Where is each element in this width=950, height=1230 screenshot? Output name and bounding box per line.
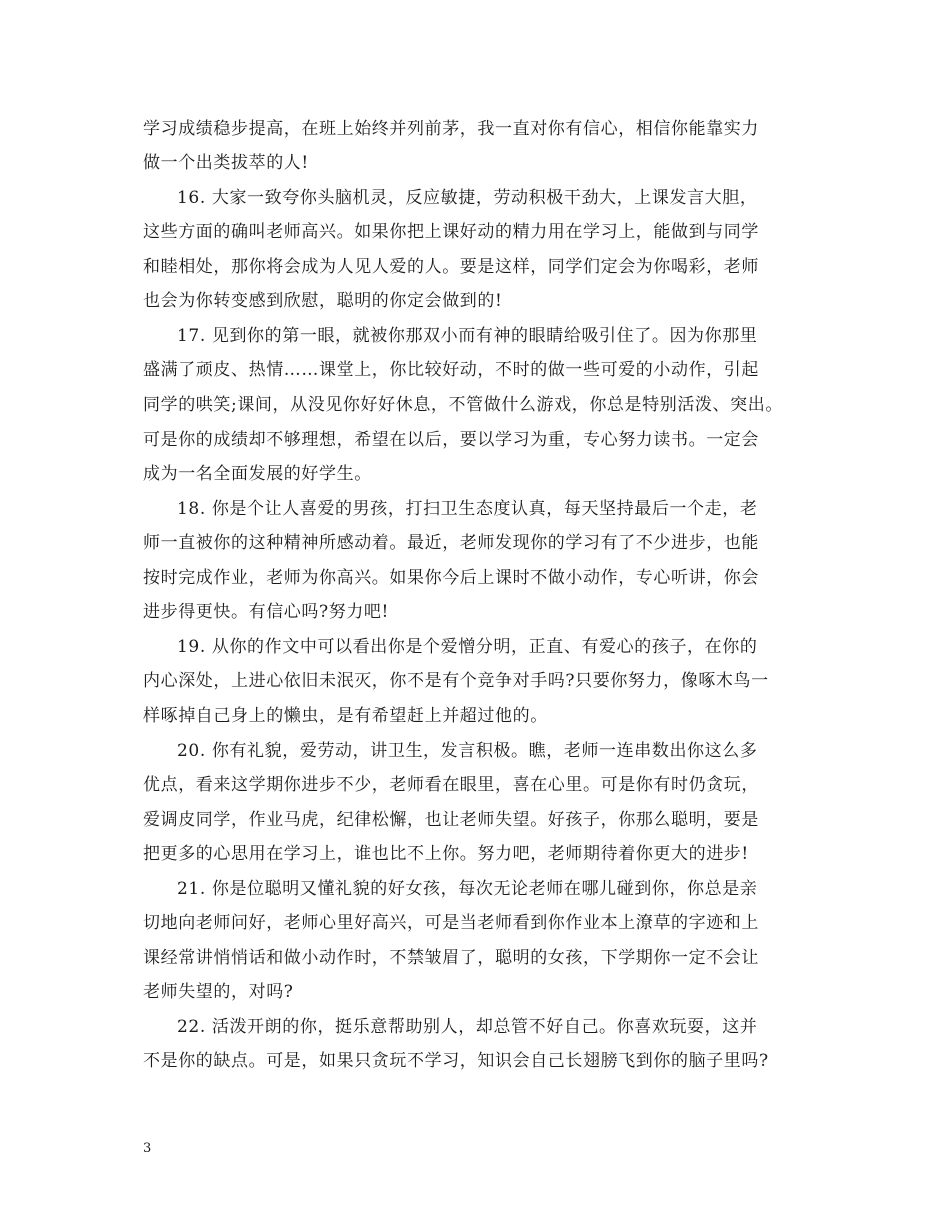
text-line: 把更多的心思用在学习上，谁也比不上你。努力吧，老师期待着你更大的进步! <box>143 844 749 864</box>
paragraph-start-line: 16. 大家一致夸你头脑机灵，反应敏捷，劳动积极干劲大，上课发言大胆， <box>177 188 758 208</box>
text-line: 成为一名全面发展的好学生。 <box>143 464 372 484</box>
text-line: 进步得更快。有信心吗?努力吧! <box>143 602 389 622</box>
paragraph-start-line: 18. 你是个让人喜爱的男孩，打扫卫生态度认真，每天坚持最后一个走，老 <box>177 499 758 519</box>
paragraph-start-line: 20. 你有礼貌，爱劳动，讲卫生，发言积极。瞧，老师一连串数出你这么多 <box>177 741 758 761</box>
paragraph-start-line: 21. 你是位聪明又懂礼貌的好女孩，每次无论老师在哪儿碰到你，你总是亲 <box>177 879 758 899</box>
text-line: 和睦相处，那你将会成为人见人爱的人。要是这样，同学们定会为你喝彩，老师 <box>143 257 759 277</box>
text-line: 学习成绩稳步提高，在班上始终并列前茅，我一直对你有信心，相信你能靠实力 <box>143 119 759 139</box>
text-line: 可是你的成绩却不够理想，希望在以后，要以学习为重，专心努力读书。一定会 <box>143 430 759 450</box>
text-line: 样啄掉自己身上的懒虫，是有希望赶上并超过他的。 <box>143 706 548 726</box>
text-line: 切地向老师问好，老师心里好高兴，可是当老师看到你作业本上潦草的字迹和上 <box>143 913 759 933</box>
page-number: 3 <box>143 1141 152 1156</box>
text-line: 师一直被你的这种精神所感动着。最近，老师发现你的学习有了不少进步，也能 <box>143 533 759 553</box>
text-line: 内心深处，上进心依旧未泯灭，你不是有个竞争对手吗?只要你努力，像啄木鸟一 <box>143 671 769 691</box>
text-line: 做一个出类拔萃的人! <box>143 153 309 173</box>
paragraph-start-line: 22. 活泼开朗的你，挺乐意帮助别人，却总管不好自己。你喜欢玩耍，这并 <box>177 1017 758 1037</box>
text-line: 不是你的缺点。可是，如果只贪玩不学习，知识会自己长翅膀飞到你的脑子里吗? <box>143 1051 769 1071</box>
paragraph-start-line: 19. 从你的作文中可以看出你是个爱憎分明，正直、有爱心的孩子，在你的 <box>177 637 758 657</box>
text-line: 盛满了顽皮、热情……课堂上，你比较好动，不时的做一些可爱的小动作，引起 <box>143 360 759 380</box>
text-line: 也会为你转变感到欣慰，聪明的你定会做到的! <box>143 291 503 311</box>
text-line: 同学的哄笑;课间，从没见你好好休息，不管做什么游戏，你总是特别活泼、突出。 <box>143 395 783 415</box>
text-line: 老师失望的，对吗? <box>143 982 294 1002</box>
text-line: 课经常讲悄悄话和做小动作时，不禁皱眉了，聪明的女孩，下学期你一定不会让 <box>143 948 759 968</box>
text-line: 爱调皮同学，作业马虎，纪律松懈，也让老师失望。好孩子，你那么聪明，要是 <box>143 810 759 830</box>
text-line: 这些方面的确叫老师高兴。如果你把上课好动的精力用在学习上，能做到与同学 <box>143 222 759 242</box>
text-line: 按时完成作业，老师为你高兴。如果你今后上课时不做小动作，专心听讲，你会 <box>143 568 759 588</box>
paragraph-start-line: 17. 见到你的第一眼，就被你那双小而有神的眼睛给吸引住了。因为你那里 <box>177 326 758 346</box>
text-line: 优点，看来这学期你进步不少，老师看在眼里，喜在心里。可是你有时仍贪玩， <box>143 775 759 795</box>
